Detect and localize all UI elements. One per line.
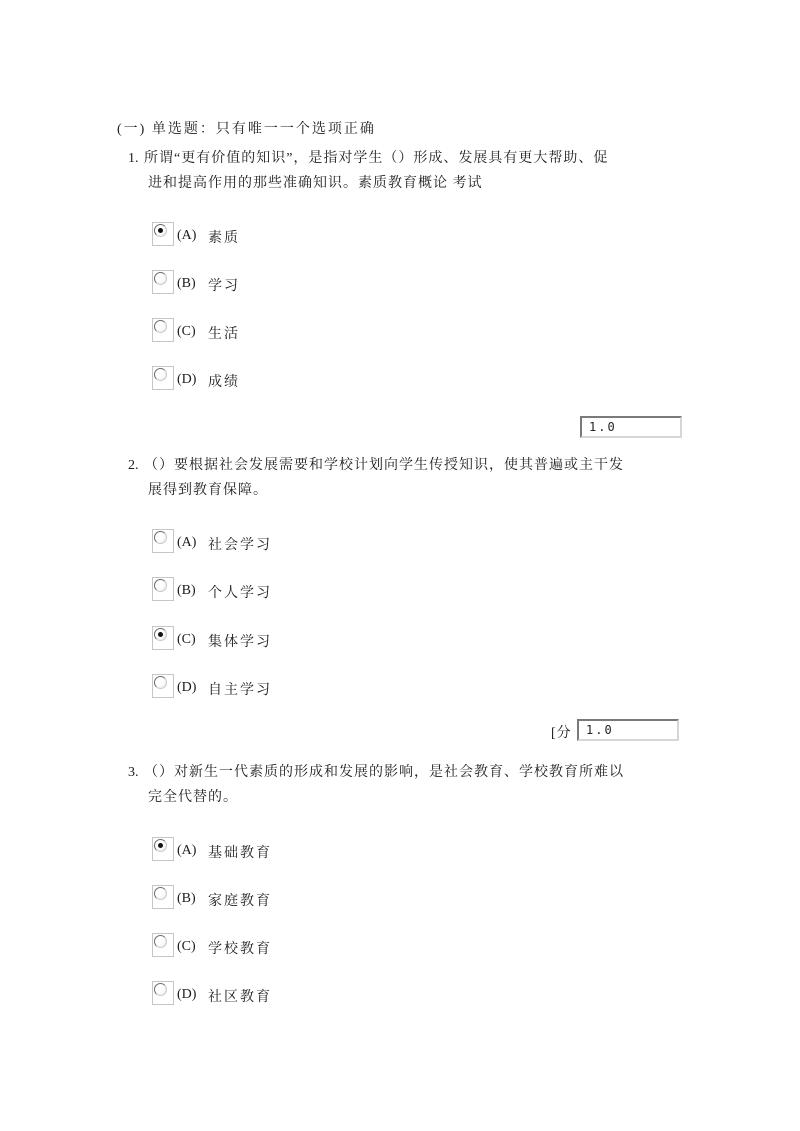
radio-button-icon[interactable] <box>152 318 174 342</box>
question-1-number: 1. <box>128 151 139 166</box>
section-title: (一) 单选题：只有唯一一个选项正确 <box>117 122 376 137</box>
option-key: (B) <box>177 276 196 291</box>
question-2-option-c <box>152 626 552 652</box>
option-key: (A) <box>177 843 197 858</box>
option-key: (D) <box>177 372 197 387</box>
radio-icon <box>154 272 167 285</box>
option-key: (A) <box>177 535 197 550</box>
question-2-score-input[interactable] <box>577 719 679 741</box>
question-2-text-line-2: 展得到教育保障。 <box>148 483 268 498</box>
question-3-text-line-2: 完全代替的。 <box>148 790 238 805</box>
option-label: 学习 <box>208 279 240 294</box>
option-key: (A) <box>177 228 197 243</box>
question-2-text-line-1 <box>128 454 624 474</box>
option-label: 家庭教育 <box>208 894 272 909</box>
question-2-line1-text: （）要根据社会发展需要和学校计划向学生传授知识，使其普遍或主干发 <box>144 458 624 473</box>
radio-icon <box>154 224 167 237</box>
radio-button-icon[interactable] <box>152 626 174 650</box>
radio-button-icon[interactable] <box>152 366 174 390</box>
question-2-option-a <box>152 529 552 555</box>
option-key: (C) <box>177 324 196 339</box>
radio-icon <box>154 531 167 544</box>
radio-icon <box>154 887 167 900</box>
radio-icon <box>154 676 167 689</box>
option-label: 社区教育 <box>208 990 272 1005</box>
question-1-option-c <box>152 318 552 344</box>
radio-icon <box>154 628 167 641</box>
question-2-number: 2. <box>128 458 139 473</box>
option-key: (D) <box>177 680 197 695</box>
radio-button-icon[interactable] <box>152 222 174 246</box>
question-3-option-a <box>152 837 552 863</box>
question-2-option-b <box>152 577 552 603</box>
question-3-text-line-1 <box>128 761 624 781</box>
option-key: (B) <box>177 583 196 598</box>
radio-button-icon[interactable] <box>152 270 174 294</box>
radio-icon <box>154 320 167 333</box>
question-3-option-c <box>152 933 552 959</box>
option-label: 学校教育 <box>208 942 272 957</box>
radio-button-icon[interactable] <box>152 933 174 957</box>
option-key: (C) <box>177 632 196 647</box>
question-1-line1-text: 所谓“更有价值的知识”，是指对学生（）形成、发展具有更大帮助、促 <box>144 151 609 166</box>
question-2-option-d <box>152 674 552 700</box>
question-3-option-b <box>152 885 552 911</box>
question-1-option-d <box>152 366 552 392</box>
option-label: 个人学习 <box>208 586 272 601</box>
option-label: 自主学习 <box>208 683 272 698</box>
option-key: (C) <box>177 939 196 954</box>
radio-icon <box>154 368 167 381</box>
score-prefix-label: [分 <box>551 726 572 741</box>
radio-button-icon[interactable] <box>152 577 174 601</box>
radio-icon <box>154 983 167 996</box>
radio-button-icon[interactable] <box>152 981 174 1005</box>
radio-icon <box>154 935 167 948</box>
radio-button-icon[interactable] <box>152 529 174 553</box>
option-key: (D) <box>177 987 197 1002</box>
radio-button-icon[interactable] <box>152 885 174 909</box>
question-1-option-a <box>152 222 552 248</box>
radio-icon <box>154 579 167 592</box>
question-3-number: 3. <box>128 765 139 780</box>
question-1-option-b <box>152 270 552 296</box>
radio-icon <box>154 839 167 852</box>
question-3-option-d <box>152 981 552 1007</box>
question-3-line1-text: （）对新生一代素质的形成和发展的影响，是社会教育、学校教育所难以 <box>144 765 624 780</box>
option-label: 集体学习 <box>208 635 272 650</box>
radio-button-icon[interactable] <box>152 674 174 698</box>
option-label: 成绩 <box>208 375 240 390</box>
option-label: 社会学习 <box>208 538 272 553</box>
question-1-text-line-1 <box>128 147 608 167</box>
option-label: 素质 <box>208 231 240 246</box>
option-label: 生活 <box>208 327 240 342</box>
option-label: 基础教育 <box>208 846 272 861</box>
radio-button-icon[interactable] <box>152 837 174 861</box>
option-key: (B) <box>177 891 196 906</box>
question-1-score-input[interactable] <box>580 416 682 438</box>
question-1-text-line-2: 进和提高作用的那些准确知识。素质教育概论 考试 <box>148 176 483 191</box>
